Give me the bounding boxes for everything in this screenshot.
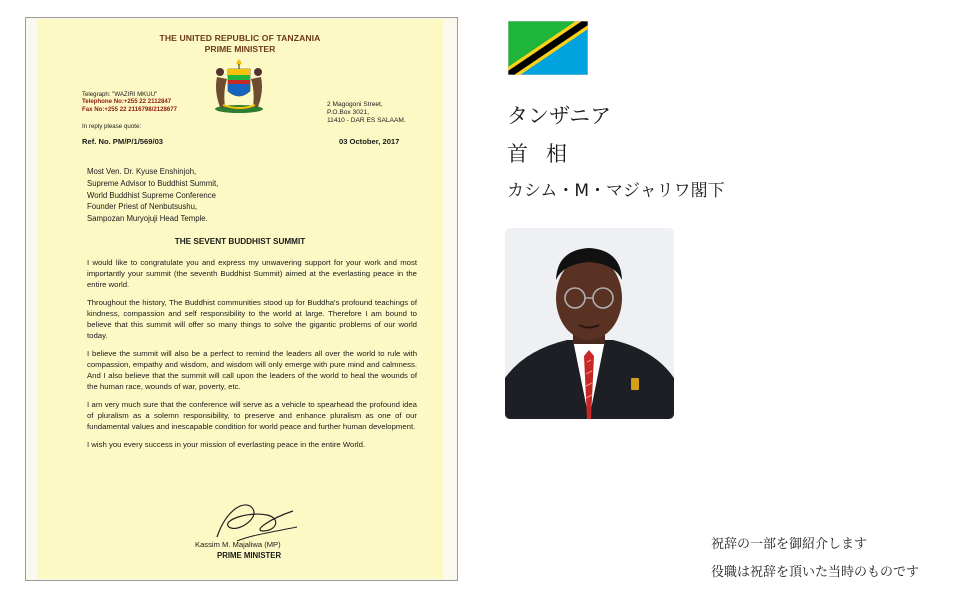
- recipient-block: [87, 166, 218, 225]
- body-paragraph: I would like to congratulate you and express my unwavering support for your work and most importantly your summit (the seventh Buddhist Summit) aimed at the everlasting peace in the entire world.: [87, 258, 417, 289]
- reference-number: Ref. No. PM/P/1/569/03: [82, 137, 164, 146]
- body-paragraph: Throughout the history, The Buddhist communities stood up for Buddha's profound teachings of kindness, compassion and self responsibility to the world at large. Therefore I am bound to believe that this summit will offer so many things to solve the gigantic problems of our world today.: [87, 298, 417, 340]
- recipient-line: Supreme Advisor to Buddhist Summit,: [87, 178, 219, 188]
- address-line: 2 Magogoni Street,: [327, 101, 383, 108]
- telephone-line: Telephone No:+255 22 2112847: [82, 98, 172, 106]
- letter-date: 03 October, 2017: [339, 137, 400, 146]
- letter-contact-block: [82, 91, 177, 113]
- letter-subject: THE SEVENT BUDDHIST SUMMIT: [174, 237, 306, 246]
- signer-name: Kassim M. Majaliwa (MP): [195, 540, 281, 549]
- recipient-line: Sampozan Muryojuji Head Temple.: [87, 214, 208, 224]
- person-name: カシム・M・マジャリワ閣下: [507, 181, 725, 201]
- fax-line: Fax No:+255 22 2116798/2128677: [82, 105, 178, 113]
- recipient-line: World Buddhist Supreme Conference: [87, 190, 217, 200]
- country-heading: タンザニア: [507, 104, 612, 128]
- letter-address-block: [327, 101, 406, 126]
- body-paragraph: I wish you every success in your mission of everlasting peace in the entire World.: [87, 440, 366, 450]
- recipient-line: Founder Priest of Nenbutsushu,: [87, 202, 198, 212]
- letter-image-frame: [25, 17, 458, 581]
- reply-quote-label: In reply please quote:: [82, 123, 142, 130]
- address-line: 11410 - DAR ES SALAAM.: [327, 117, 406, 125]
- letter-body: [87, 258, 417, 458]
- recipient-line: Most Ven. Dr. Kyuse Enshinjoh,: [87, 167, 197, 176]
- signer-title: PRIME MINISTER: [217, 551, 282, 560]
- body-paragraph: I believe the summit will also be a perfect to remind the leaders all over the world to rule with compassion, empathy and wisdom, and wisdom will only emerge with pure mind and calmness. And I also believe that the summit will call upon the leaders of the world to heal the wounds of the human race, wounds of war, poverty, etc.: [87, 349, 417, 391]
- tanzania-flag-icon: [508, 21, 588, 75]
- portrait-photo: [505, 228, 674, 419]
- letter-header-title: THE UNITED REPUBLIC OF TANZANIA: [159, 33, 321, 43]
- telegraph-line: Telegraph: "WAZIRI MKUU": [82, 91, 158, 98]
- coat-of-arms-emblem: [209, 57, 269, 115]
- position-heading: 首相: [507, 142, 585, 166]
- address-line: P.O.Box 3021,: [327, 109, 370, 117]
- letter-header-subtitle: PRIME MINISTER: [204, 44, 276, 54]
- position-disclaimer-note: 役職は祝辞を頂いた当時のものです: [711, 565, 920, 580]
- body-paragraph: I am very much sure that the conference will serve as a vehicle to spearhead the profound idea of pluralism as a solemn responsibility, to preserve and enhance pluralism as one of our fundamental values and inescapable condition for world peace and further human development.: [87, 400, 417, 431]
- letter-document: [37, 19, 443, 579]
- intro-note: 祝辞の一部を御紹介します: [711, 537, 868, 552]
